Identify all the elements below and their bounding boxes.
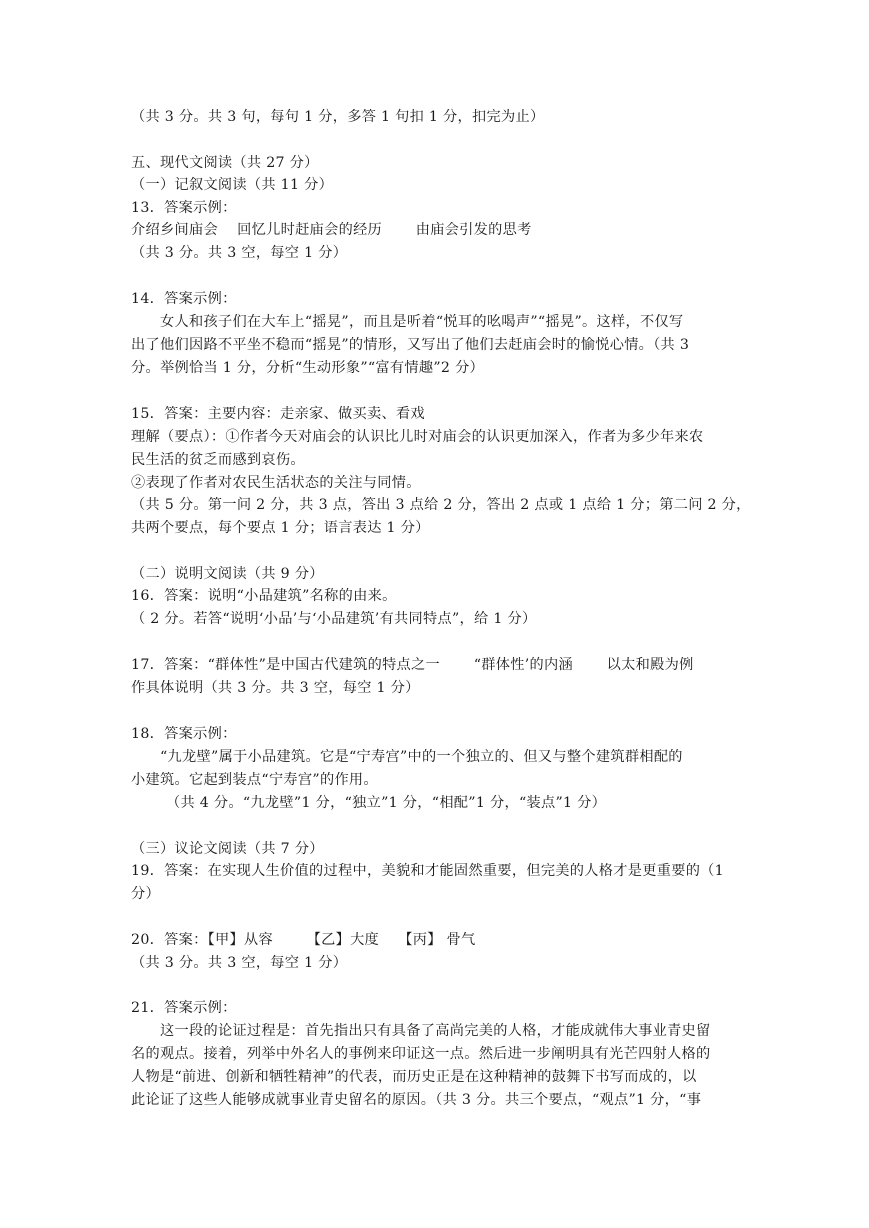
text-line: 这一段的论证过程是：首先指出只有具备了高尚完美的人格，才能成就伟大事业青史留 [160,1023,711,1039]
text-line: “九龙壁”属于小品建筑。它是“宁寿宫”中的一个独立的、但又与整个建筑群相配的 [160,749,683,765]
text-line: 名的观点。接着，列举中外名人的事例来印证这一点。然后进一步阐明具有光芒四射人格的 [131,1046,711,1062]
question-label: 14．答案示例： [131,291,237,307]
question-label: 19．答案：在实现人生价值的过程中，美貌和才能固然重要，但完美的人格才是更重要的（1 [131,863,724,879]
question-label: 21．答案示例： [131,1000,237,1016]
question-label: 17．答案：“群体性”是中国古代建筑的特点之一 “群体性’的内涵 以太和殿为例 [131,657,694,673]
text-line: （共 3 分。共 3 空，每空 1 分） [131,955,348,971]
subsection-heading: （二）说明文阅读（共 9 分） [131,566,324,582]
text-line: 理解（要点）：①作者今天对庙会的认识比儿时对庙会的认识更加深入，作者为多少年来农 [131,429,704,445]
text-line: （共 5 分。第一问 2 分，共 3 点，答出 3 点给 2 分，答出 2 点或 1 点给 1 分；第二问 2 分， [131,497,751,513]
question-label: 13．答案示例： [131,200,237,216]
text-line: 此论证了这些人能够成就事业青史留名的原因。（共 3 分。共三个要点，“观点”1 分，“事 [131,1092,702,1108]
text-line: （共 3 分。共 3 句，每句 1 分，多答 1 句扣 1 分，扣完为止） [131,109,545,125]
question-label: 18．答案示例： [131,726,237,742]
text-line: 介绍乡间庙会 回忆儿时赶庙会的经历 由庙会引发的思考 [131,222,532,238]
text-line: 女人和孩子们在大车上“摇晃”，而且是听着“悦耳的吆喝声”“摇晃”。这样，不仅写 [160,314,684,330]
text-line: 民生活的贫乏而感到哀伤。 [131,452,305,468]
text-line: （共 3 分。共 3 空，每空 1 分） [131,245,348,261]
question-label: 16．答案：说明“小品建筑”名称的由来。 [131,588,397,604]
text-line: ②表现了作者对农民生活状态的关注与同情。 [131,475,421,491]
text-line: 出了他们因路不平坐不稳而“摇晃”的情形，又写出了他们去赶庙会时的愉悦心情。（共 3 [131,337,690,353]
text-line: 分） [131,886,160,902]
subsection-heading: （一）记叙文阅读（共 11 分） [131,177,334,193]
text-line: （ 2 分。若答“说明‘小品’与‘小品建筑’有共同特点”，给 1 分） [131,611,537,627]
text-line: 小建筑。它起到装点“宁寿宫”的作用。 [131,772,378,788]
text-line: 分。举例恰当 1 分，分析“生动形象”“富有情趣”2 分） [131,360,485,376]
text-line: 作具体说明（共 3 分。共 3 空，每空 1 分） [131,680,420,696]
text-line: （共 4 分。“九龙壁”1 分，“独立”1 分，“相配”1 分，“装点”1 分） [166,795,607,811]
question-label: 20．答案：【甲】从容 【乙】大度 【丙】 骨气 [131,932,476,948]
question-label: 15．答案：主要内容：走亲家、做买卖、看戏 [131,406,425,422]
subsection-heading: （三）议论文阅读（共 7 分） [131,841,324,857]
section-heading: 五、现代文阅读（共 27 分） [131,155,319,171]
text-line: 共两个要点，每个要点 1 分；语言表达 1 分） [131,520,430,536]
text-line: 人物是“前进、创新和牺牲精神”的代表，而历史正是在这种精神的鼓舞下书写而成的，以 [131,1069,697,1085]
